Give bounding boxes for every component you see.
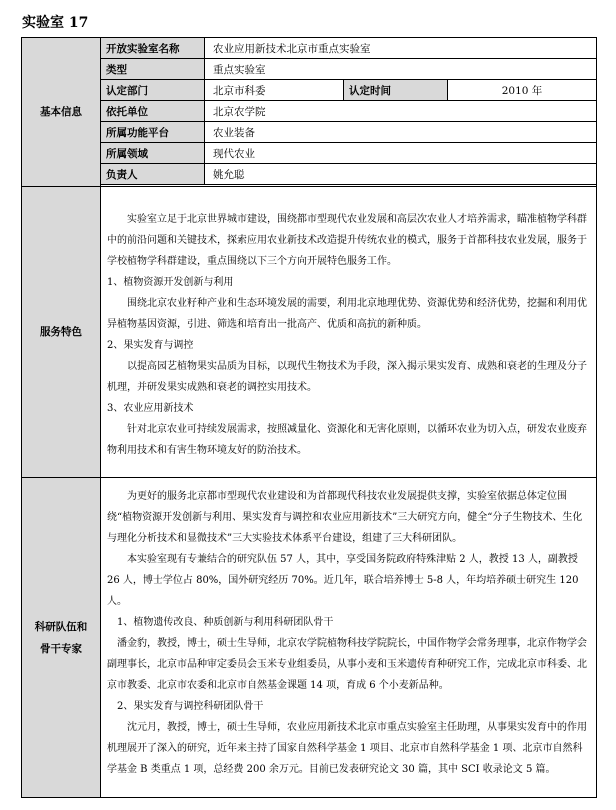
field-label: 所属领域 [101, 143, 205, 164]
unit-value: 北京农学院 [205, 101, 597, 122]
team-content [101, 478, 597, 798]
lab-name-label: 开放实验室名称 [101, 38, 205, 59]
platform-value: 农业装备 [205, 122, 597, 143]
lab-name-value: 农业应用新技术北京市重点实验室 [205, 38, 597, 59]
service-item-heading: 3、农业应用新技术 [107, 403, 194, 414]
leader-label: 负责人 [101, 164, 205, 185]
platform-label: 所属功能平台 [101, 122, 205, 143]
team-stats: 本实验室现有专兼结合的研究队伍 57 人，其中，享受国务院政府特殊津贴 2 人，教授 13 人，副教授 26 人，博士学位占 80%，国外研究经历 70%。近几年，联合培养博士 5-8 人，年均培养硕士研究生 120 人。 [107, 554, 579, 607]
service-item-heading: 1、植物资源开发创新与利用 [107, 277, 234, 288]
dept-value: 北京市科委 [205, 80, 344, 101]
team-label-line1: 科研队伍和 [34, 620, 88, 633]
team-intro: 为更好的服务北京都市型现代农业建设和为首都现代科技农业发展提供支撑，实验室依据总体定位围绕“植物资源开发创新与利用、果实发育与调控和农业应用新技术”三大研究方向，健全“分子生物技术、生化与理化分析技术和显微技术”三大实验技术体系平台建设，组建了三大科研团队。 [107, 491, 583, 544]
lab-info-table [21, 37, 597, 798]
service-item-heading: 2、果实发育与调控 [107, 340, 194, 351]
service-item-text: 围绕北京农业籽种产业和生态环境发展的需要，利用北京地理优势、资源优势和经济优势，挖掘和利用优异植物基因资源，引进、筛选和培育出一批高产、优质和高抗的新种质。 [107, 298, 587, 330]
service-item-text: 针对北京农业可持续发展需求，按照减量化、资源化和无害化原则，以循环农业为切入点，研发农业废弃物利用技术和有害生物环境友好的防治技术。 [107, 424, 587, 456]
type-value: 重点实验室 [205, 59, 597, 80]
team-label-line2: 骨干专家 [40, 642, 82, 655]
dept-label: 认定部门 [101, 80, 205, 101]
team-member: 潘金豹，教授，博士，硕士生导师，北京农学院植物科技学院院长，中国作物学会常务理事，北京作物学会副理事长，北京市品种审定委员会玉米专业组委员，从事小麦和玉米遗传育种研究工作，完成北京市科委、北京市教委、北京市农委和北京市自然基金课题 14 项，育成 6 个小麦新品种。 [107, 638, 587, 691]
team-member: 沈元月，教授，博士，硕士生导师，农业应用新技术北京市重点实验室主任助理，从事果实发育中的作用机理展开了深入的研究，近年来主持了国家自然科学基金 1 项目、北京市自然科学基金 1 项、北京市自然科学基金 B 类重点 1 项，总经费 200 余万元。目前已发表研究论文 30 篇，其中 SCI 收录论文 5 篇。 [107, 722, 587, 775]
page-title: 实验室 17 [22, 15, 89, 31]
time-label: 认定时间 [344, 80, 448, 101]
team-heading: 1、植物遗传改良、种质创新与利用科研团队骨干 [117, 617, 334, 628]
section-label-team [22, 478, 101, 798]
team-heading: 2、果实发育与调控科研团队骨干 [117, 701, 264, 712]
section-label-basic: 基本信息 [22, 38, 101, 187]
service-intro: 实验室立足于北京世界城市建设，围绕都市型现代农业发展和高层次农业人才培养需求，瞄准植物学科群中的前沿问题和关键技术，探索应用农业新技术改造提升传统农业的模式，服务于首都科技农业发展，服务于学校植物学科群建设，重点围绕以下三个方向开展特色服务工作。 [107, 214, 587, 267]
leader-value: 姚允聪 [205, 164, 597, 185]
type-label: 类型 [101, 59, 205, 80]
service-item-text: 以提高园艺植物果实品质为目标，以现代生物技术为手段，深入揭示果实发育、成熟和衰老的生理及分子机理，并研发果实成熟和衰老的调控实用技术。 [107, 361, 587, 393]
service-content [101, 187, 597, 478]
section-label-service: 服务特色 [22, 187, 101, 478]
time-value: 2010 年 [448, 80, 597, 101]
field-value: 现代农业 [205, 143, 597, 164]
unit-label: 依托单位 [101, 101, 205, 122]
